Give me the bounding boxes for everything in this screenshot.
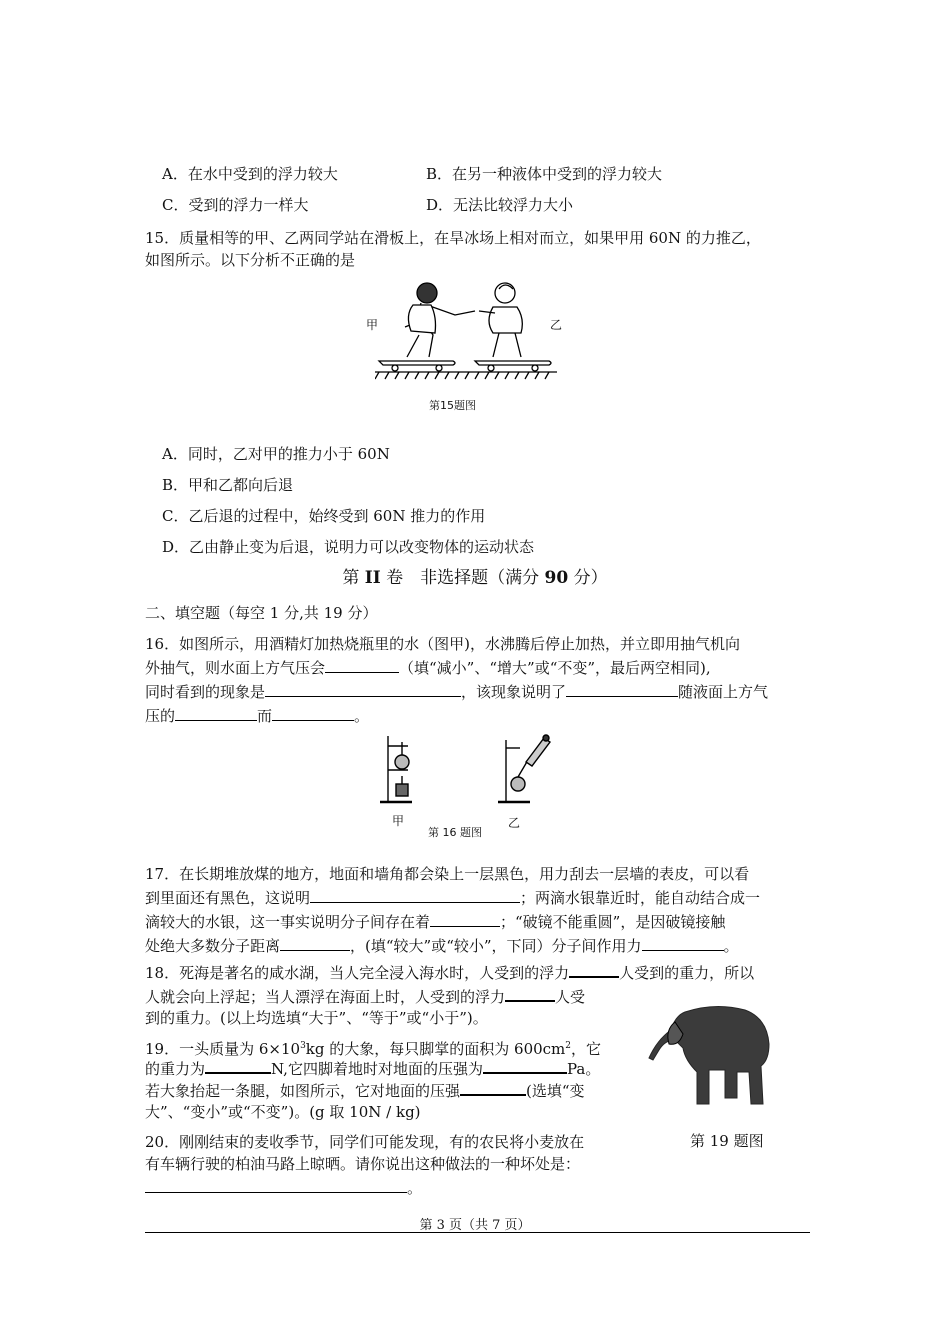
q17-blank-1[interactable] [310,888,520,903]
q19-blank-3[interactable] [460,1080,526,1096]
q17-text: ，(填“较大”或“较小”，下同）分子间作用力 [350,937,642,955]
section-ii-title [0,567,950,589]
section-title-part: 第 [342,568,365,588]
q16-text: 外抽气，则水面上方气压会 [145,659,326,677]
q19-blank-2[interactable] [483,1058,567,1074]
q18-blank-1[interactable] [569,962,619,978]
q18-line1 [145,962,754,983]
q20-blank-1[interactable] [145,1178,407,1193]
q19-text: 的重力为 [145,1060,206,1078]
q18-text: 人受 [555,988,586,1006]
section-title-score: 90 [544,568,569,588]
q15-option-a: A．同时，乙对甲的推力小于 60N [162,445,390,463]
footer-divider [145,1232,810,1233]
q16-label-yi: 乙 [508,816,521,830]
q18-line2 [145,986,585,1007]
q19-text: kg 的大象，每只脚掌的面积为 600cm [305,1040,566,1058]
q15-figure-caption: 第15题图 [429,399,476,412]
q16-figure-caption: 第 16 题图 [428,826,482,839]
q16-text: 随液面上方气 [678,683,769,701]
q16-line1: 16．如图所示，用酒精灯加热烧瓶里的水（图甲)，水沸腾后停止加热，并立即用抽气机向 [145,635,740,653]
q16-flask-figure [378,732,558,808]
q19-line3 [145,1080,585,1101]
q16-blank-2[interactable] [265,682,461,697]
q15-stem-line2: 如图所示。以下分析不正确的是 [145,251,356,269]
q18-blank-2[interactable] [505,986,555,1002]
q17-line2 [145,888,760,908]
q15-label-yi: 乙 [550,318,563,332]
q16-blank-4[interactable] [175,706,257,721]
q17-text: 处绝大多数分子距离 [145,937,281,955]
q19-blank-1[interactable] [205,1058,271,1074]
q20-line2: 有车辆行驶的柏油马路上晾晒。请你说出这种做法的一种坏处是： [145,1155,581,1173]
q17-line3 [145,912,725,932]
q18-text: 18．死海是著名的咸水湖，当人完全浸入海水时，人受到的浮力 [145,964,570,982]
q16-blank-5[interactable] [272,706,354,721]
q16-text: 压的 [145,707,176,725]
q19-text: (选填“变 [526,1082,585,1100]
q19-exponent: 2 [565,1041,572,1051]
q16-line3 [145,682,768,702]
q16-label-jia: 甲 [392,814,405,828]
q15-option-d: D．乙由静止变为后退，说明力可以改变物体的运动状态 [162,538,535,556]
q20-line1: 20．刚刚结束的麦收季节，同学们可能发现，有的农民将小麦放在 [145,1133,585,1151]
q16-text: 。 [354,707,370,725]
section-title-roman: II [364,568,381,588]
fill-in-heading: 二、填空题（每空 1 分,共 19 分） [145,604,378,622]
q15-stem-line1: 15．质量相等的甲、乙两同学站在滑板上，在旱冰场上相对而立，如果甲用 60N 的力推乙， [145,229,761,247]
q19-line2 [145,1058,600,1079]
q17-text: 。 [723,937,739,955]
q17-line1: 17．在长期堆放煤的地方，地面和墙角都会染上一层黑色，用力刮去一层墙的表皮，可以看 [145,865,750,883]
q17-text: 滴较大的水银，这一事实说明分子间存在着 [145,913,431,931]
q19-line1 [145,1036,601,1059]
q19-text: Pa。 [566,1060,601,1078]
q17-blank-4[interactable] [642,936,724,951]
q16-text: 同时看到的现象是 [145,683,266,701]
q17-text: 到里面还有黑色，这说明 [145,889,311,907]
q17-blank-3[interactable] [280,936,350,951]
q17-blank-2[interactable] [430,912,500,927]
q19-text: 若大象抬起一条腿，如图所示，它对地面的压强 [145,1082,461,1100]
q15-label-jia: 甲 [366,318,379,332]
section-title-part: 卷 非选择题（满分 [380,568,545,588]
q19-line4: 大”、“变小”或“不变”)。(g 取 10N / kg) [145,1103,421,1121]
q14-option-c: C．受到的浮力一样大 [162,196,309,214]
q18-text: 人就会向上浮起；当人漂浮在海面上时，人受到的浮力 [145,988,506,1006]
q16-blank-1[interactable] [325,658,399,673]
q16-text: （填“减小”、“增大”或“不变”，最后两空相同), [399,659,711,677]
q19-exponent: 3 [300,1041,306,1051]
q19-text: 19．一头质量为 6×10 [145,1040,301,1058]
q17-text: ；“破镜不能重圆”，是因破镜接触 [500,913,726,931]
q20-text: 。 [407,1179,423,1197]
q16-text: ，该现象说明了 [461,683,567,701]
q14-option-a: A．在水中受到的浮力较大 [162,165,338,183]
q16-line4 [145,706,369,726]
q16-line2 [145,658,711,678]
q15-option-b: B．甲和乙都向后退 [162,476,294,494]
q16-text: 而 [257,707,273,725]
q18-line3: 到的重力。(以上均选填“大于”、“等于”或“小于”)。 [145,1009,488,1027]
page-number: 第 3 页（共 7 页） [419,1218,531,1233]
q15-option-c: C．乙后退的过程中，始终受到 60N 推力的作用 [162,507,486,525]
q14-option-b: B．在另一种液体中受到的浮力较大 [426,165,663,183]
elephant-figure [645,1000,775,1110]
q17-text: ；两滴水银靠近时，能自动结合成一 [520,889,761,907]
q19-figure-caption: 第 19 题图 [690,1132,764,1150]
q15-skaters-figure [375,275,557,381]
q18-text: 人受到的重力，所以 [619,964,755,982]
q16-blank-3[interactable] [566,682,678,697]
q14-option-d: D．无法比较浮力大小 [426,196,574,214]
q19-text: ，它 [571,1040,602,1058]
q17-line4 [145,936,739,956]
q19-text: N,它四脚着地时对地面的压强为 [271,1060,483,1078]
section-title-part: 分） [568,568,608,588]
q20-line3 [145,1178,422,1198]
